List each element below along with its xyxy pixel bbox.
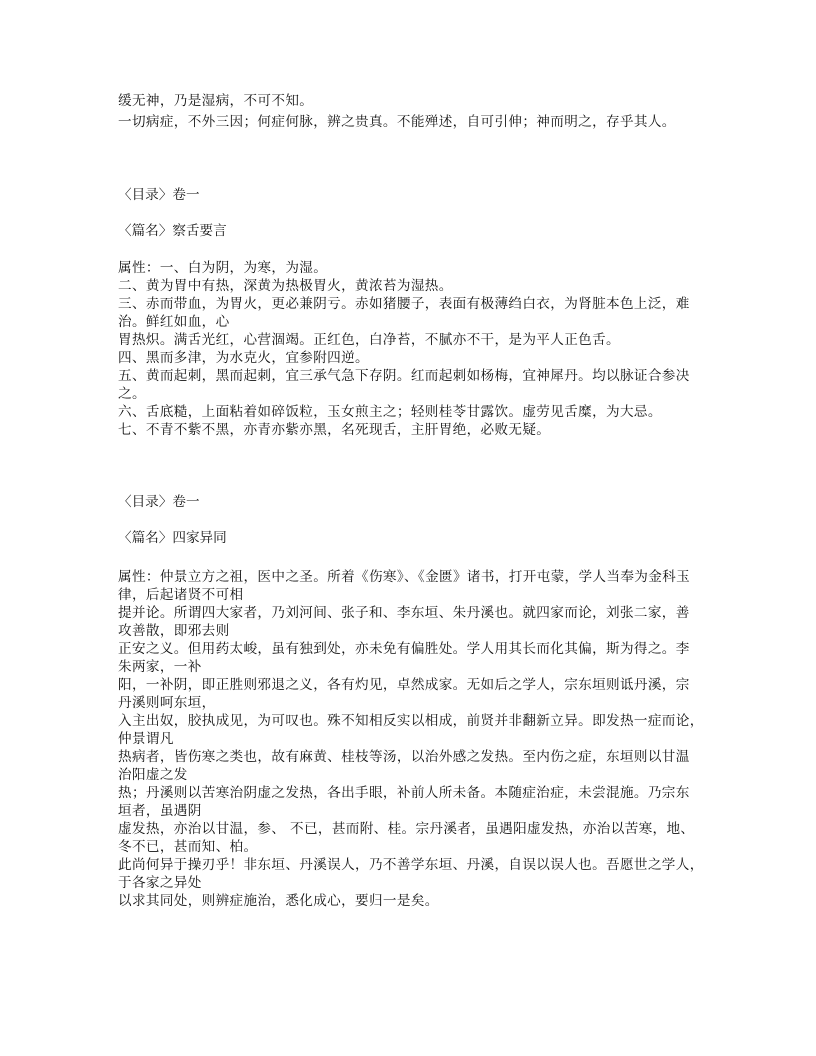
text-line: 属性：一、白为阴，为寒，为湿。 (118, 260, 328, 276)
text-line: 一切病症，不外三因；何症何脉，辨之贵真。不能殚述，自可引伸；神而明之，存乎其人。 (118, 114, 676, 130)
text-line: 攻善散，即邪去则 (118, 623, 230, 639)
text-line: 阳，一补阴，即正胜则邪退之义，各有灼见，卓然成家。无如后之学人，宗东垣则诋丹溪，宗 (118, 677, 690, 693)
text-line: 提并论。所谓四大家者，乃刘河间、张子和、李东垣、朱丹溪也。就四家而论，刘张二家，善 (118, 605, 690, 621)
text-line: 二、黄为胃中有热，深黄为热极胃火，黄浓苔为湿热。 (118, 278, 453, 294)
text-line: 热病者，皆伤寒之类也，故有麻黄、桂枝等汤，以治外感之发热。至内伤之症，东垣则以甘温 (118, 749, 690, 765)
text-line: 虚发热，亦治以甘温，参、 不已，甚而附、桂。宗丹溪者，虽遇阳虚发热，亦治以苦寒，地、 (118, 821, 695, 837)
text-line: 以求其同处，则辨症施治，悉化成心，要归一是矣。 (118, 893, 439, 909)
text-line: 正安之义。但用药太峻，虽有独到处，亦未免有偏胜处。学人用其长而化其偏，斯为得之。李 (118, 641, 690, 657)
text-line: 丹溪则呵东垣， (118, 695, 216, 711)
text-line: 朱两家，一补 (118, 659, 202, 675)
section-body (118, 568, 718, 910)
section-four-schools (118, 493, 718, 910)
text-line: 五、黄而起刺，黑而起刺，宜三承气急下存阴。红而起刺如杨梅，宜神犀丹。均以脉证合参决 (118, 368, 690, 384)
text-line: 治。鲜红如血，心 (118, 314, 230, 330)
text-line: 属性：仲景立方之祖，医中之圣。所着《伤寒》、《金匮》诸书，打开屯蒙，学人当奉为金科玉 (118, 569, 691, 585)
text-line: 此尚何异于操刃乎！非东垣、丹溪误人，乃不善学东垣、丹溪，自误以误人也。吾愿世之学人， (118, 857, 704, 873)
text-line: 冬不已，甚而知、柏。 (118, 839, 258, 855)
catalog-heading: 〈目录〉卷一 (118, 187, 200, 203)
text-line: 七、不青不紫不黑，亦青亦紫亦黑，名死现舌，主肝胃绝，必败无疑。 (118, 422, 551, 438)
section-title: 〈篇名〉察舌要言 (118, 223, 227, 239)
text-line: 胃热炽。满舌光红，心营涸竭。正红色，白净苔，不腻亦不干，是为平人正色舌。 (118, 332, 620, 348)
text-line: 三、赤而带血，为胃火，更必兼阴亏。赤如猪腰子，表面有极薄绉白衣，为肾脏本色上泛，难 (118, 296, 690, 312)
text-line: 仲景谓凡 (118, 731, 174, 747)
text-line: 入主出奴，胶执成见，为可叹也。殊不知相反实以相成，前贤并非翻新立异。即发热一症而论， (118, 713, 704, 729)
text-line: 垣者，虽遇阴 (118, 803, 202, 819)
text-line: 治阳虚之发 (118, 767, 188, 783)
text-line: 热；丹溪则以苦寒治阴虚之发热，各出手眼，补前人所未备。本随症治症，未尝混施。乃宗东 (118, 785, 690, 801)
section-tongue-diagnosis (118, 186, 718, 439)
section-body (118, 259, 718, 439)
catalog-heading: 〈目录〉卷一 (118, 494, 200, 510)
document-page (118, 92, 718, 910)
text-line: 缓无神，乃是湿病，不可不知。 (118, 93, 314, 109)
section-title: 〈篇名〉四家异同 (118, 530, 227, 546)
text-line: 之。 (118, 386, 146, 402)
intro-paragraph (118, 92, 718, 131)
text-line: 于各家之异处 (118, 875, 202, 891)
text-line: 六、舌底糙，上面粘着如碎饭粒，玉女煎主之；轻则桂苓甘露饮。虚劳见舌糜，为大忌。 (118, 404, 662, 420)
text-line: 四、黑而多津，为水克火，宜参附四逆。 (118, 350, 369, 366)
text-line: 律，后起诸贤不可相 (118, 587, 244, 603)
